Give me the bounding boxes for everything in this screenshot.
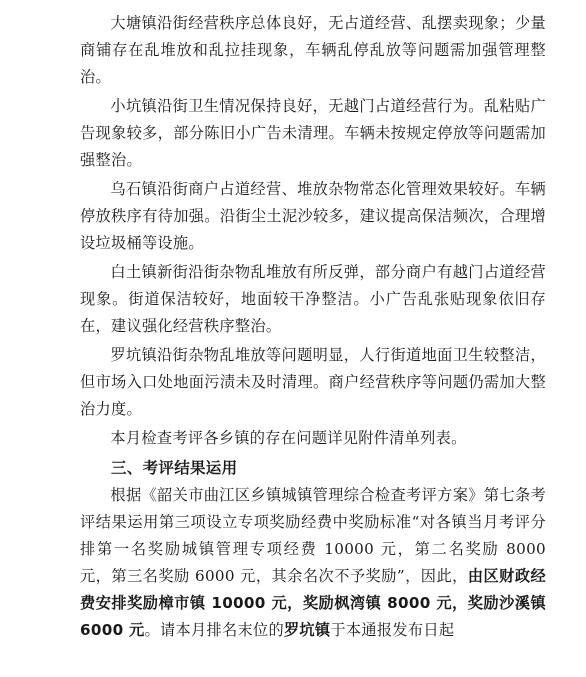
results-text-bold1: 由区财政经费安排奖励樟市镇 10000 元，奖励枫湾镇 8000 元，奖励沙溪镇 6000 元 (80, 567, 546, 639)
paragraph-xiaokeng: 小坑镇沿街卫生情况保持良好，无越门占道经营行为。乱粘贴广告现象较多，部分陈旧小广告未清理。车辆未按规定停放等问题需加强整治。 (80, 97, 546, 169)
results-text-bold2: 罗坑镇 (283, 621, 331, 639)
section-heading: 三、考评结果运用 (111, 459, 238, 477)
paragraph-luokeng: 罗坑镇沿街杂物乱堆放等问题明显，人行街道地面卫生较整洁，但市场入口处地面污渍未及时清理。商户经营秩序等问题仍需加大整治力度。 (80, 346, 546, 418)
paragraph-attachment-note: 本月检查考评各乡镇的存在问题详见附件清单列表。 (110, 429, 467, 447)
paragraph-baitu: 白土镇新街沿街杂物乱堆放有所反弹，部分商户有越门占道经营现象。街道保洁较好，地面较干净整洁。小广告乱张贴现象依旧存在，建议强化经营秩序整治。 (80, 263, 546, 335)
results-text-part2: 。请本月排名末位的 (144, 621, 284, 639)
paragraph-results (80, 482, 546, 644)
results-text-part3: 于本通报发布日起 (330, 621, 455, 639)
paragraph-datang: 大塘镇沿街经营秩序总体良好，无占道经营、乱摆卖现象；少量商铺存在乱堆放和乱拉挂现象，车辆乱停乱放等问题需加强管理整治。 (80, 14, 546, 86)
paragraph-wushi: 乌石镇沿街商户占道经营、堆放杂物常态化管理效果较好。车辆停放秩序有待加强。沿街尘土泥沙较多，建议提高保洁频次，合理增设垃圾桶等设施。 (80, 180, 546, 252)
results-text-part1: 根据《韶关市曲江区乡镇城镇管理综合检查考评方案》第七条考评结果运用第三项设立专项奖励经费中奖励标准“对各镇当月考评分排第一名奖励城镇管理专项经费 10000 元，第二名奖励 8000 元，第三名奖励 6000 元，其余名次不予奖励”，因此， (80, 486, 546, 585)
